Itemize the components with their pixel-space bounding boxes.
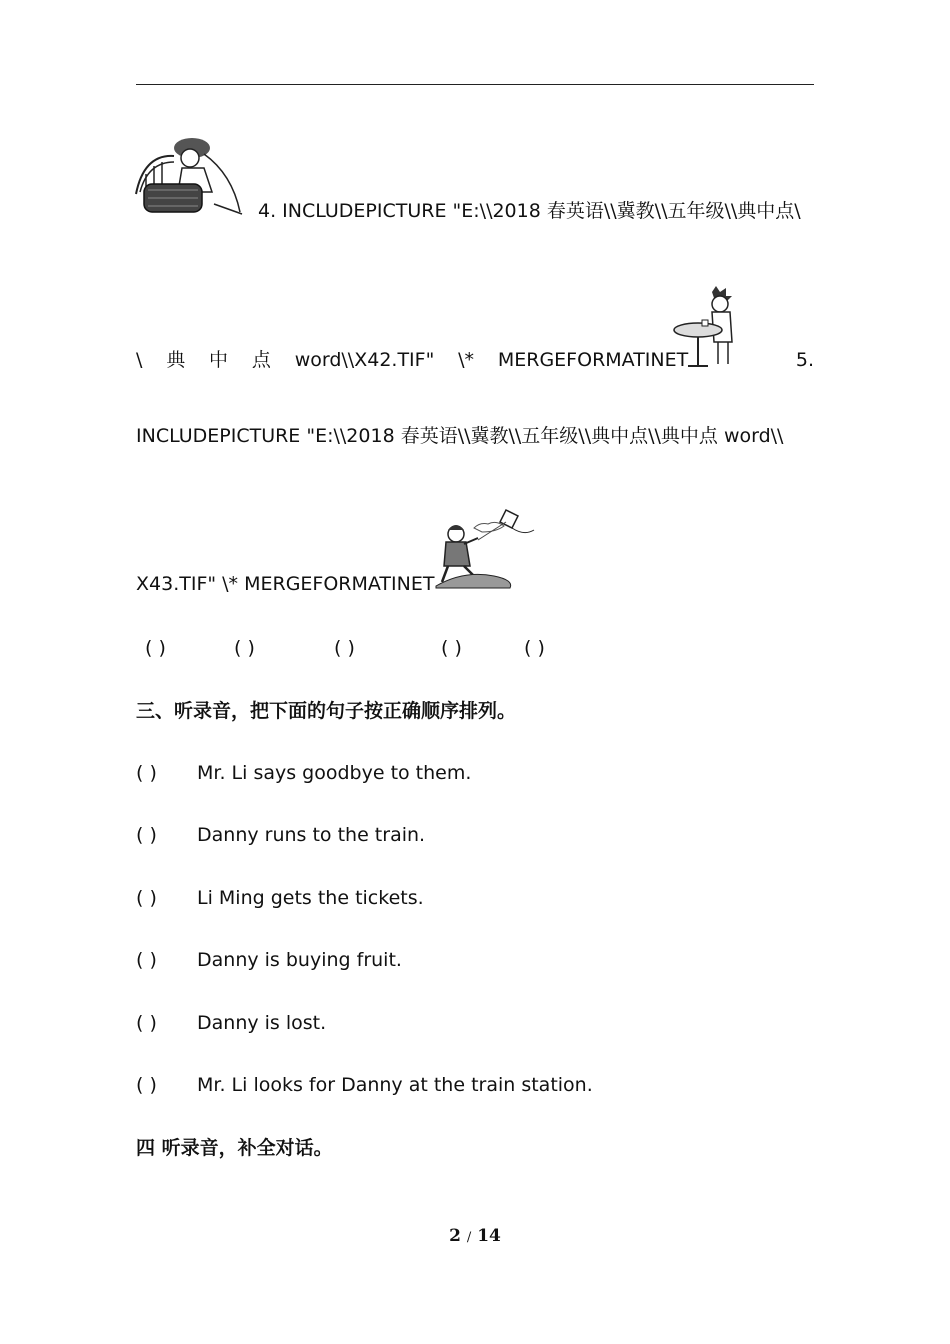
page-separator: / (466, 1230, 472, 1245)
line-2-word: \ (136, 349, 143, 371)
line-2 (136, 348, 814, 372)
line-3: INCLUDEPICTURE "E:\\2018 春英语\\冀教\\五年级\\典中点\\典中点 word\\ (136, 425, 784, 447)
ordering-item-text: Mr. Li looks for Danny at the train station. (197, 1074, 593, 1096)
boy-flying-kite-illustration (434, 506, 540, 592)
line-2-word: word\\X42.TIF" (294, 349, 435, 371)
answer-blank[interactable]: ( ) (136, 824, 157, 846)
line-2-word: 典 (166, 349, 186, 371)
answer-blank[interactable]: ( ) (136, 887, 157, 909)
line-2-spacer (712, 348, 772, 372)
line-2-word: 5. (795, 349, 814, 371)
ordering-item (136, 761, 471, 785)
answer-blank[interactable]: ( ) (334, 637, 355, 659)
answer-blank[interactable]: ( ) (441, 637, 462, 659)
line-1: 4. INCLUDEPICTURE "E:\\2018 春英语\\冀教\\五年级\\典中点\ (258, 200, 801, 222)
ordering-item (136, 1073, 593, 1097)
page-number (0, 1226, 950, 1246)
page-current: 2 (449, 1226, 461, 1246)
ordering-item (136, 886, 424, 910)
answer-blank[interactable]: ( ) (145, 637, 166, 659)
page-total: 14 (477, 1226, 501, 1246)
section-4-heading: 四 听录音，补全对话。 (136, 1137, 333, 1159)
answer-blank[interactable]: ( ) (136, 1074, 157, 1096)
line-2-word: 中 (209, 349, 229, 371)
answer-blank[interactable]: ( ) (524, 637, 545, 659)
ordering-item-text: Mr. Li says goodbye to them. (197, 762, 472, 784)
line-2-word: \* (458, 349, 475, 371)
answer-blank[interactable]: ( ) (136, 1012, 157, 1034)
ordering-item (136, 823, 425, 847)
line-2-word: 点 (251, 349, 271, 371)
answer-blank[interactable]: ( ) (136, 949, 157, 971)
answer-blank[interactable]: ( ) (234, 637, 255, 659)
ordering-item-text: Danny is buying fruit. (197, 949, 402, 971)
ordering-item-text: Li Ming gets the tickets. (197, 887, 424, 909)
section-3-heading: 三、听录音，把下面的句子按正确顺序排列。 (136, 700, 517, 722)
ordering-item (136, 948, 402, 972)
line-4: X43.TIF" \* MERGEFORMATINET (136, 573, 435, 595)
ordering-item-text: Danny runs to the train. (197, 824, 426, 846)
ordering-item (136, 1011, 326, 1035)
answer-blank[interactable]: ( ) (136, 762, 157, 784)
header-rule (136, 84, 814, 85)
ordering-item-text: Danny is lost. (197, 1012, 327, 1034)
line-2-word: MERGEFORMATINET (497, 349, 689, 371)
girl-with-bag-illustration (134, 134, 244, 218)
